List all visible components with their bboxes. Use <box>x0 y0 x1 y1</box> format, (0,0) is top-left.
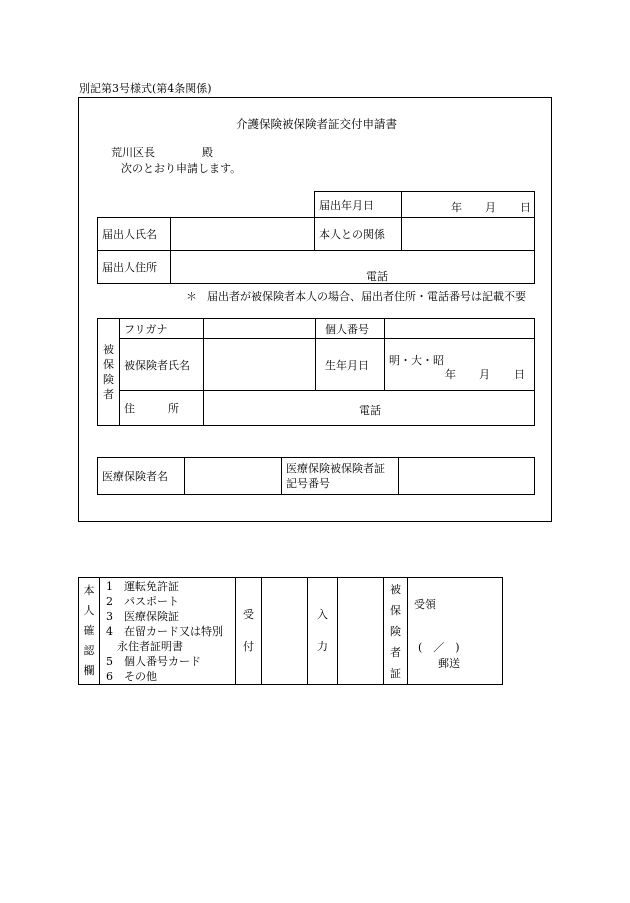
insured-address-field[interactable] <box>204 391 535 426</box>
id-doc-item: 5 個人番号カード <box>106 654 201 668</box>
filing-date-table <box>314 191 535 218</box>
reception-label: 受 付 <box>236 578 262 685</box>
birthdate-label: 生年月日 <box>316 339 385 391</box>
applicant-table <box>97 217 535 284</box>
id-doc-item: 3 医療保険証 <box>106 609 179 623</box>
medical-card-no-field[interactable] <box>399 458 535 495</box>
relation-label: 本人との関係 <box>315 218 402 251</box>
input-label: 入 力 <box>308 578 338 685</box>
medical-table <box>97 457 535 495</box>
insured-phone-label: 電話 <box>359 404 381 417</box>
filing-month-label: 月 <box>485 201 496 214</box>
birth-day-label: 日 <box>514 368 525 381</box>
birth-month-label: 月 <box>479 368 490 381</box>
personal-no-label: 個人番号 <box>316 319 385 339</box>
medical-insurer-field[interactable] <box>185 458 282 495</box>
note-mark: ＊ <box>186 290 197 303</box>
filing-date-label: 届出年月日 <box>315 192 402 218</box>
addressee-honorific: 殿 <box>202 146 213 159</box>
card-label: 被 保 険 者 証 <box>384 578 408 685</box>
date-slots: ( ／ ) <box>418 641 460 654</box>
id-doc-item: 4 在留カード又は特別 <box>106 624 223 638</box>
applicant-phone-label: 電話 <box>366 270 388 283</box>
id-doc-item: 6 その他 <box>106 669 157 683</box>
received-label: 受領 <box>414 598 436 611</box>
filing-day-label: 日 <box>520 201 531 214</box>
insured-side-label: 被 保 険 者 <box>98 319 120 426</box>
filing-date-field[interactable] <box>402 192 535 218</box>
form-reference: 別記第3号様式(第4条関係) <box>79 82 212 95</box>
note-text: 届出者が被保険者本人の場合、届出者住所・電話番号は記載不要 <box>207 290 526 303</box>
id-docs-list <box>100 578 236 685</box>
era-options: 明・大・昭 <box>389 354 444 367</box>
furigana-label: フリガナ <box>120 319 204 339</box>
filing-year-label: 年 <box>451 201 462 214</box>
card-status-field[interactable] <box>408 578 503 685</box>
id-doc-item: 2 パスポート <box>106 594 179 608</box>
reception-field[interactable] <box>262 578 308 685</box>
id-check-label: 本 人 確 認 欄 <box>79 578 100 685</box>
addressee-name: 荒川区長 <box>111 146 155 159</box>
medical-card-no-label-line2: 記号番号 <box>286 477 330 490</box>
applicant-address-label: 届出人住所 <box>98 251 171 284</box>
input-field[interactable] <box>338 578 384 685</box>
insured-table <box>97 318 535 426</box>
mailed-label: 郵送 <box>438 657 460 670</box>
id-doc-item: 永住者証明書 <box>106 639 183 653</box>
medical-card-no-label-line1: 医療保険被保険者証 <box>286 462 385 475</box>
insured-name-label: 被保険者氏名 <box>120 339 204 391</box>
personal-no-field[interactable] <box>385 319 535 339</box>
id-doc-item: 1 運転免許証 <box>106 579 179 593</box>
relation-field[interactable] <box>402 218 535 251</box>
medical-insurer-label: 医療保険者名 <box>98 458 185 495</box>
insured-address-label: 住 所 <box>120 391 204 426</box>
birthdate-field[interactable] <box>385 339 535 391</box>
birth-year-label: 年 <box>445 368 456 381</box>
applicant-name-field[interactable] <box>171 218 315 251</box>
insured-name-field[interactable] <box>204 339 316 391</box>
form-title: 介護保険被保険者証交付申請書 <box>236 117 397 131</box>
intro-text: 次のとおり申請します。 <box>121 162 242 175</box>
furigana-field[interactable] <box>204 319 316 339</box>
office-use-table <box>78 577 503 685</box>
applicant-name-label: 届出人氏名 <box>98 218 171 251</box>
medical-card-no-label <box>282 458 399 495</box>
applicant-address-field[interactable] <box>171 251 535 284</box>
